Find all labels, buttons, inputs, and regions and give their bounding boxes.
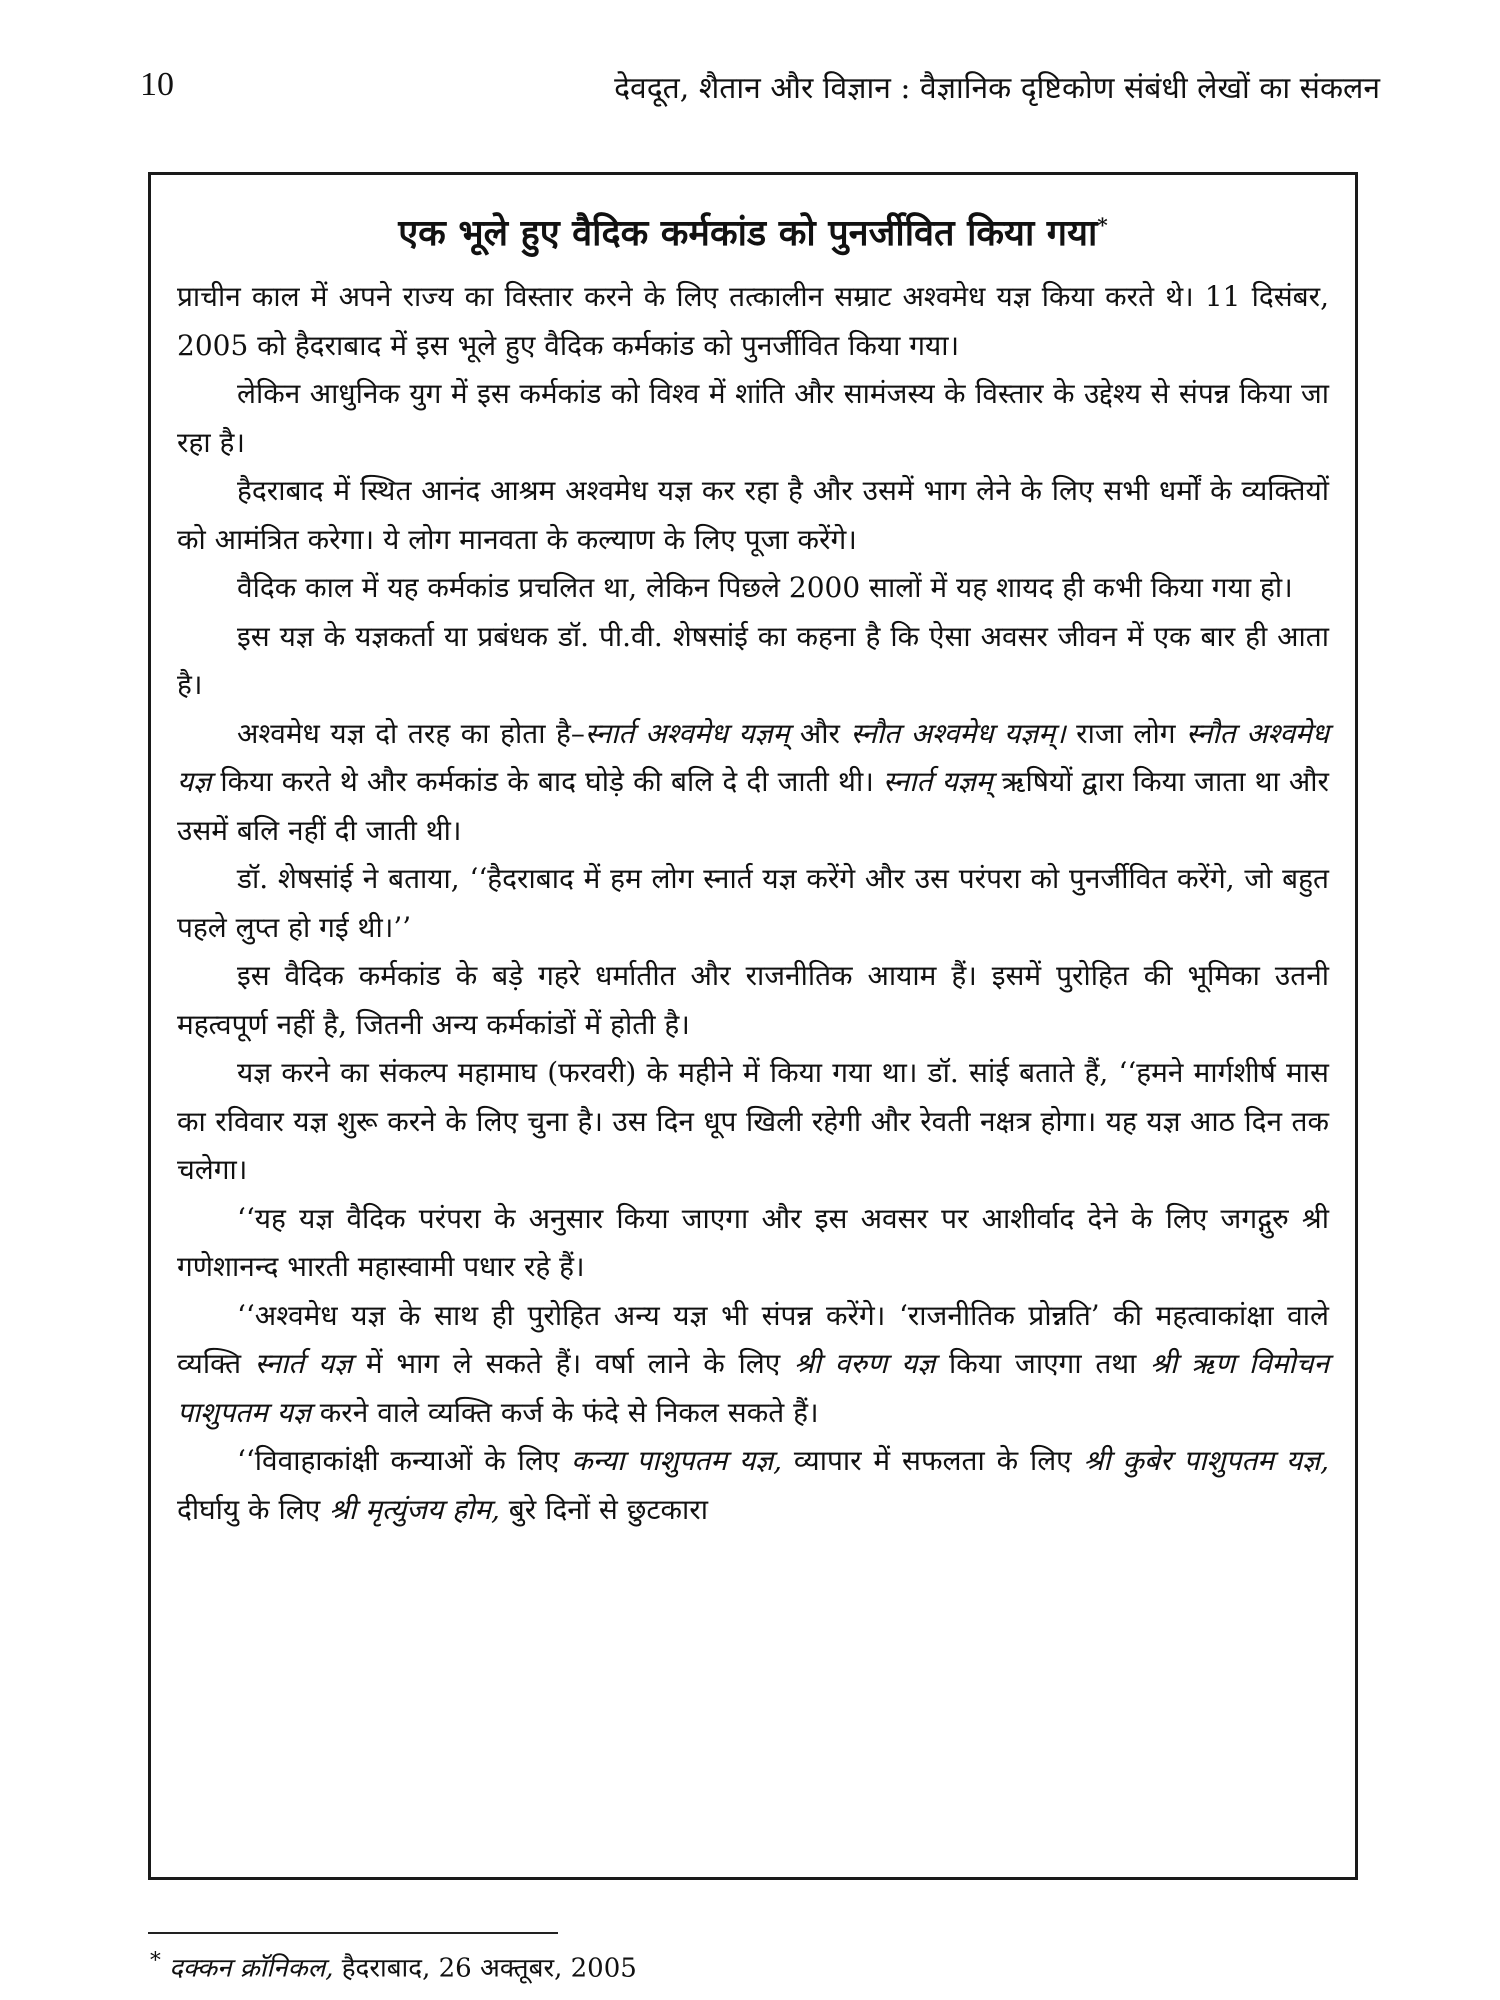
- paragraph-12-text-4: बुरे दिनों से छुटकारा: [499, 1492, 708, 1526]
- paragraph-6-italic-2: स्नौत अश्वमेध यज्ञम्।: [850, 716, 1066, 750]
- footnote-details: हैदराबाद, 26 अक्तूबर, 2005: [333, 1953, 637, 1984]
- paragraph-11-italic-3: श्री ऋण विमोचन पाशुपतम यज्ञ: [177, 1347, 1330, 1429]
- page-header: [140, 66, 1380, 126]
- paragraph-6-text-5: ऋषियों द्वारा किया जाता था और उसमें बलि नहीं दी जाती थी।: [177, 765, 1329, 847]
- paragraph-11-text-1: ‘‘अश्वमेध यज्ञ के साथ ही पुरोहित अन्य यज्ञ भी संपन्न करेंगे। ‘राजनीतिक प्रोन्नति’ की महत्वाकांक्षा वाले व्यक्ति: [177, 1298, 1329, 1380]
- paragraph-5: इस यज्ञ के यज्ञकर्ता या प्रबंधक डॉ. पी.वी. शेषसांई का कहना है कि ऐसा अवसर जीवन में एक बार ही आता है।: [177, 619, 1329, 701]
- footnote-source: दक्कन क्रॉनिकल,: [169, 1953, 334, 1984]
- article-title-text: एक भूले हुए वैदिक कर्मकांड को पुनर्जीवित किया गया: [398, 212, 1098, 254]
- paragraph-8: इस वैदिक कर्मकांड के बड़े गहरे धर्मातीत और राजनीतिक आयाम हैं। इसमें पुरोहित की भूमिका उतनी महत्वपूर्ण नहीं है, जितनी अन्य कर्मकांडों में होती है।: [177, 959, 1329, 1041]
- footnote: [150, 1948, 637, 1985]
- paragraph-6-italic-1: स्नार्त अश्वमेध यज्ञम्: [584, 716, 790, 750]
- paragraph-6-text-4: किया करते थे और कर्मकांड के बाद घोड़े की बलि दे दी जाती थी।: [211, 765, 883, 798]
- paragraph-2: लेकिन आधुनिक युग में इस कर्मकांड को विश्व में शांति और सामंजस्य के विस्तार के उद्देश्य से संपन्न किया जा रहा है।: [177, 377, 1329, 459]
- paragraph-11-text-3: किया जाएगा तथा: [935, 1347, 1151, 1380]
- article-box: [148, 172, 1358, 1880]
- page-number: 10: [140, 66, 174, 103]
- paragraph-4: वैदिक काल में यह कर्मकांड प्रचलित था, लेकिन पिछले 2000 सालों में यह शायद ही कभी किया गया हो।: [237, 571, 1293, 604]
- paragraph-12-text-3: दीर्घायु के लिए: [177, 1492, 330, 1526]
- paragraph-12-text-1: ‘‘विवाहाकांक्षी कन्याओं के लिए: [237, 1444, 572, 1477]
- paragraph-11-italic-2: श्री वरुण यज्ञ: [793, 1347, 936, 1380]
- paragraph-3: हैदराबाद में स्थित आनंद आश्रम अश्वमेध यज्ञ कर रहा है और उसमें भाग लेने के लिए सभी धर्मों के व्यक्तियों को आमंत्रित करेगा। ये लोग मानवता के कल्याण के लिए पूजा करेंगे।: [177, 474, 1329, 556]
- paragraph-7: डॉ. शेषसांई ने बताया, ‘‘हैदराबाद में हम लोग स्नार्त यज्ञ करेंगे और उस परंपरा को पुनर्जीवित करेंगे, जो बहुत पहले लुप्त हो गई थी।’’: [177, 862, 1329, 944]
- paragraph-11-text-2: में भाग ले सकते हैं। वर्षा लाने के लिए: [352, 1347, 794, 1380]
- paragraph-6-text-3: राजा लोग: [1065, 716, 1187, 750]
- paragraph-11: [177, 1292, 1329, 1438]
- paragraph-12-italic-3: श्री मृत्युंजय होम,: [329, 1492, 500, 1526]
- paragraph-6-italic-4: स्नार्त यज्ञम्: [882, 765, 993, 798]
- paragraph-9: यज्ञ करने का संकल्प महामाघ (फरवरी) के महीने में किया गया था। डॉ. सांई बताते हैं, ‘‘हमने मार्गशीर्ष मास का रविवार यज्ञ शुरू करने के लिए चुना है। उस दिन धूप खिली रहेगी और रेवती नक्षत्र होगा। यह यज्ञ आठ दिन तक चलेगा।: [177, 1056, 1329, 1186]
- paragraph-12: [177, 1437, 1329, 1534]
- paragraph-12-text-2: व्यापार में सफलता के लिए: [782, 1444, 1084, 1477]
- footnote-divider: [148, 1932, 558, 1934]
- paragraph-1: प्राचीन काल में अपने राज्य का विस्तार करने के लिए तत्कालीन सम्राट अश्वमेध यज्ञ किया करते थे। 11 दिसंबर, 2005 को हैदराबाद में इस भूले हुए वैदिक कर्मकांड को पुनर्जीवित किया गया।: [177, 280, 1329, 362]
- paragraph-6-text-2: और: [789, 716, 851, 750]
- article-title: [177, 199, 1329, 259]
- paragraph-11-italic-1: स्नार्त यज्ञ: [254, 1347, 353, 1380]
- paragraph-10: ‘‘यह यज्ञ वैदिक परंपरा के अनुसार किया जाएगा और इस अवसर पर आशीर्वाद देने के लिए जगद्गुरु श्री गणेशानन्द भारती महास्वामी पधार रहे हैं।: [177, 1201, 1329, 1283]
- paragraph-6-italic-3: स्नौत अश्वमेध यज्ञ: [177, 716, 1329, 798]
- footnote-mark: *: [150, 1948, 161, 1973]
- running-title: देवदूत, शैतान और विज्ञान : वैज्ञानिक दृष्टिकोण संबंधी लेखों का संकलन: [614, 71, 1380, 106]
- paragraph-12-italic-2: श्री कुबेर पाशुपतम यज्ञ,: [1083, 1444, 1329, 1477]
- title-footnote-mark: *: [1097, 213, 1108, 237]
- paragraph-6-text-1: अश्वमेध यज्ञ दो तरह का होता है–: [237, 716, 585, 750]
- paragraph-12-italic-1: कन्या पाशुपतम यज्ञ,: [571, 1444, 783, 1477]
- paragraph-11-text-4: करने वाले व्यक्ति कर्ज के फंदे से निकल सकते हैं।: [310, 1395, 819, 1429]
- paragraph-6: [177, 710, 1329, 856]
